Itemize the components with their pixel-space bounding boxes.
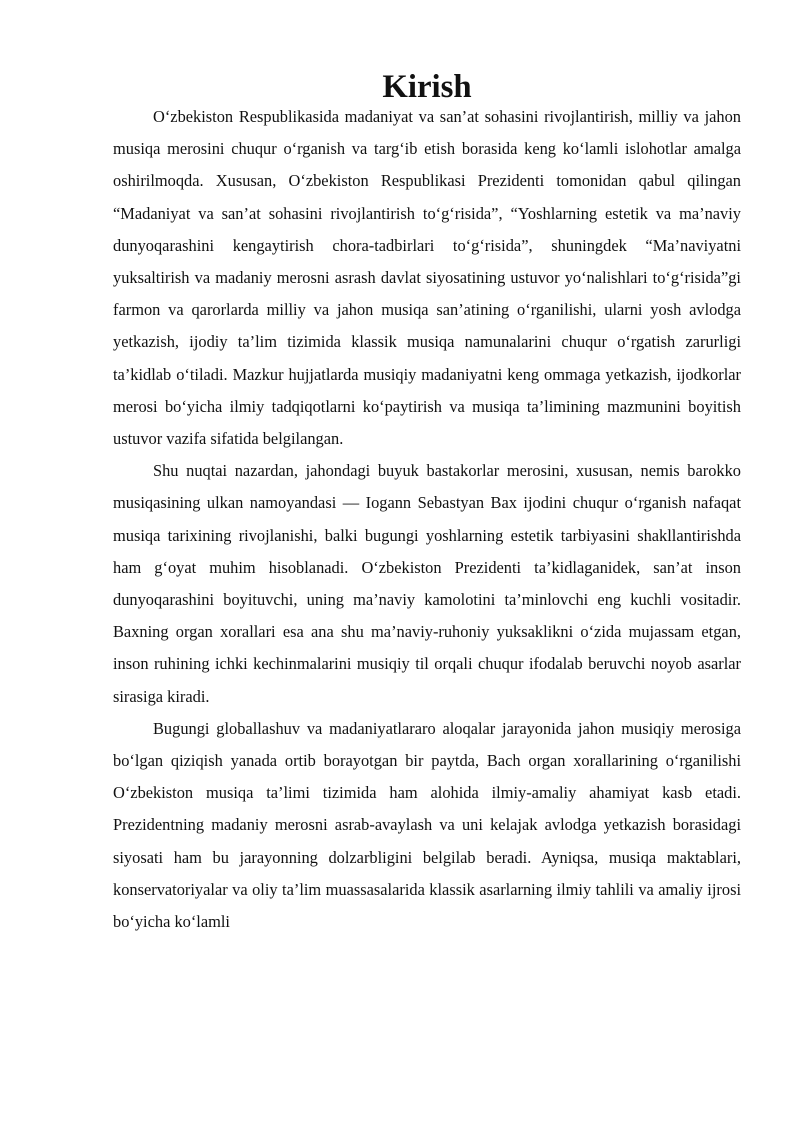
paragraph-1: O‘zbekiston Respublikasida madaniyat va san’at sohasini rivojlantirish, milliy va jahon musiqa merosini chuqur o‘rganish va targ‘ib etish borasida keng ko‘lamli islohotlar amalga oshirilmoqda. Xususan, O‘zbekiston Respublikasi Prezidenti tomonidan qabul qilingan “Madaniyat va san’at sohasini rivojlantirish to‘g‘risida”, “Yoshlarning estetik va ma’naviy dunyoqarashini kengaytirish chora-tadbirlari to‘g‘risida”, shuningdek “Ma’naviyatni yuksaltirish va madaniy merosni asrash davlat siyosatining ustuvor yo‘nalishlari to‘g‘risida”gi farmon va qarorlarda milliy va jahon musiqa san’atining o‘rganilishi, ularni yosh avlodga yetkazish, ijodiy ta’lim tizimida klassik musiqa namunalarini chuqur o‘rgatish zarurligi ta’kidlab o‘tiladi. Mazkur hujjatlarda musiqiy madaniyatni keng ommaga yetkazish, ijodkorlar merosi bo‘yicha ilmiy tadqiqotlarni ko‘paytirish va musiqa ta’limining mazmunini boyitish ustuvor vazifa sifatida belgilangan. <box>113 107 741 449</box>
paragraph-3: Bugungi globallashuv va madaniyatlararo aloqalar jarayonida jahon musiqiy merosiga bo‘lgan qiziqish yanada ortib borayotgan bir paytda, Bach organ xorallarining o‘rganilishi O‘zbekiston musiqa ta’limi tizimida ham alohida ilmiy-amaliy ahamiyat kasb etadi. Prezidentning madaniy merosni asrab-avaylash va uni kelajak avlodga yetkazish borasidagi siyosati ham bu jarayonning dolzarbligini belgilab beradi. Ayniqsa, musiqa maktablari, konservatoriyalar va oliy ta’lim muassasalarida klassik asarlarning ilmiy tahlili va amaliy ijrosi bo‘yicha ko‘lamli <box>113 718 741 932</box>
paragraph-2: Shu nuqtai nazardan, jahondagi buyuk bastakorlar merosini, xususan, nemis barokko musiqasining ulkan namoyandasi — Iogann Sebastyan Bax ijodini chuqur o‘rganish nafaqat musiqa tarixining rivojlanishi, balki bugungi yoshlarning estetik tarbiyasini shakllantirishda ham g‘oyat muhim hisoblanadi. O‘zbekiston Prezidenti ta’kidlaganidek, san’at inson dunyoqarashini boyituvchi, uning ma’naviy kamolotini ta’minlovchi eng kuchli vositadir. Baxning organ xorallari esa ana shu ma’naviy-ruhoniy yuksaklikni o‘zida mujassam etgan, inson ruhining ichki kechinmalarini musiqiy til orqali chuqur ifodalab beruvchi noyob asarlar sirasiga kiradi. <box>113 461 741 706</box>
document-body <box>113 69 741 938</box>
page-title: Kirish <box>382 69 472 105</box>
